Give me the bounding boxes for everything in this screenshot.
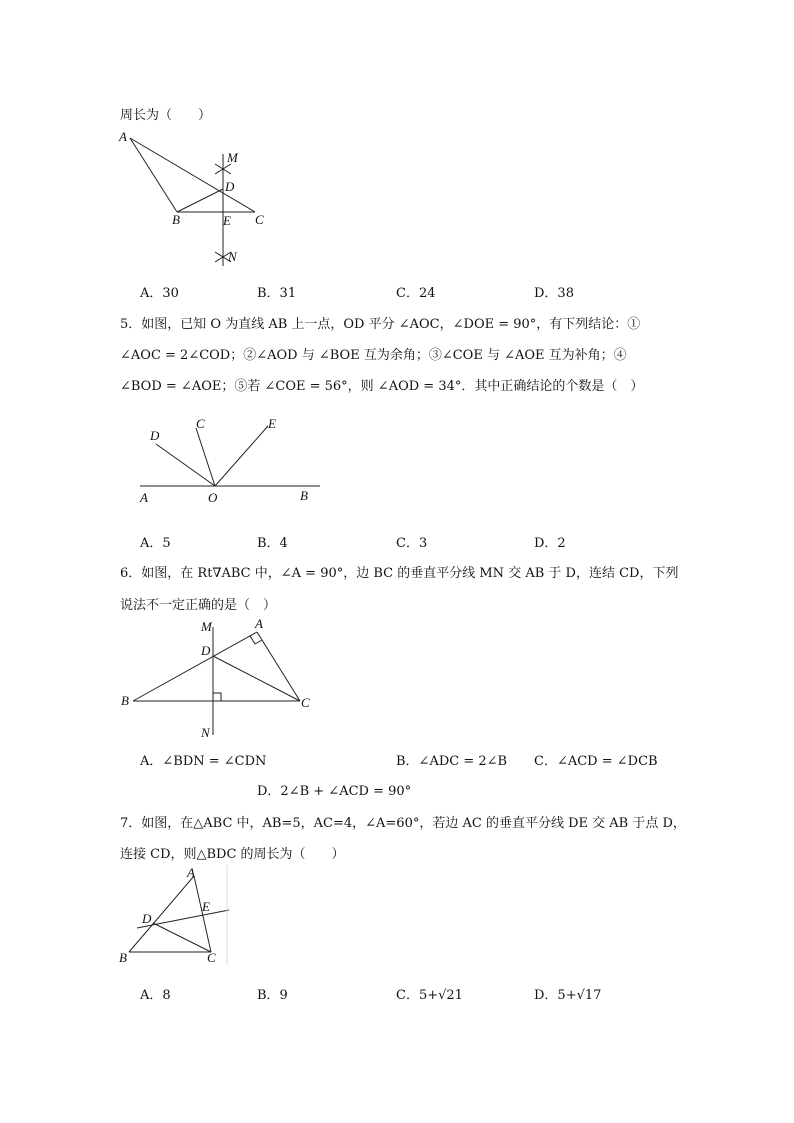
- q7-label-b: B: [119, 950, 127, 965]
- q6-line-2: 说法不一定正确的是（ ）: [120, 598, 277, 613]
- q6-label-n: N: [201, 725, 210, 740]
- q7-line-ba: [129, 876, 194, 952]
- q6-label-a: A: [255, 616, 263, 631]
- q4-label-m: M: [227, 150, 238, 165]
- q4-figure: [115, 128, 275, 270]
- q7-figure: [115, 865, 235, 970]
- q7-option-a: A．8: [140, 988, 171, 1003]
- q5-line-2: ∠AOC = 2∠COD；②∠AOD 与 ∠BOE 互为余角；③∠COE 与 ∠AOE 互为补角；④: [120, 348, 627, 363]
- q7-label-d: D: [142, 911, 152, 926]
- q7-line-dc: [153, 923, 211, 952]
- q6-line-dc: [213, 656, 300, 701]
- q4-option-d: D．38: [534, 286, 574, 301]
- q5-label-a: A: [140, 490, 148, 505]
- q5-line-3: ∠BOD = ∠AOE；⑤若 ∠COE = 56°，则 ∠AOD = 34°．其中正确结论的个数是（ ）: [120, 379, 644, 394]
- q5-label-e: E: [268, 416, 276, 431]
- q7-line-2: 连接 CD，则△BDC 的周长为（ ）: [120, 847, 345, 862]
- q5-option-c: C．3: [396, 536, 428, 551]
- q5-figure: [130, 408, 330, 508]
- q5-option-d: D．2: [534, 536, 566, 551]
- q7-label-a: A: [187, 865, 195, 880]
- q6-line-ba: [133, 632, 257, 701]
- q5-option-a: A．5: [140, 536, 171, 551]
- q5-label-b: B: [300, 488, 308, 503]
- q5-ray-od: [156, 444, 215, 486]
- q4-line-ab: [130, 138, 177, 212]
- q4-label-e: E: [223, 213, 231, 228]
- q5-ray-oc: [196, 428, 215, 486]
- q4-option-b: B．31: [257, 286, 297, 301]
- q5-label-c: C: [196, 416, 205, 431]
- q6-line-1: 6．如图，在 Rt∇ABC 中，∠A = 90°，边 BC 的垂直平分线 MN 交 AB 于 D，连结 CD，下列: [120, 566, 679, 581]
- q4-label-a: A: [119, 129, 127, 144]
- q6-option-c: C．∠ACD = ∠DCB: [534, 754, 658, 769]
- q6-label-c: C: [301, 695, 310, 710]
- q6-figure: [115, 613, 325, 743]
- q6-label-d: D: [201, 643, 211, 658]
- q5-label-d: D: [150, 428, 160, 443]
- q6-option-a: A．∠BDN = ∠CDN: [140, 754, 267, 769]
- q4-label-b: B: [172, 212, 180, 227]
- q4-label-n: N: [228, 249, 237, 264]
- q7-line-1: 7．如图，在△ABC 中，AB=5，AC=4，∠A=60°，若边 AC 的垂直平分线 DE 交 AB 于点 D，: [120, 816, 686, 831]
- q5-ray-oe: [215, 426, 268, 486]
- q7-option-d: D．5+√17: [534, 988, 602, 1003]
- q6-line-ac: [257, 632, 300, 701]
- q5-label-o: O: [208, 490, 218, 505]
- q7-label-e: E: [202, 899, 210, 914]
- q4-stem-tail: 周长为（ ）: [120, 108, 212, 123]
- q5-line-1: 5．如图，已知 O 为直线 AB 上一点，OD 平分 ∠AOC，∠DOE = 90°，有下列结论：①: [120, 317, 641, 332]
- q6-option-d: D．2∠B + ∠ACD = 90°: [257, 784, 412, 799]
- q4-line-bd: [177, 189, 223, 212]
- q4-option-c: C．24: [396, 286, 436, 301]
- q7-option-b: B．9: [257, 988, 288, 1003]
- q7-label-c: C: [207, 950, 216, 965]
- q4-option-a: A．30: [140, 286, 179, 301]
- q6-label-m: M: [201, 619, 212, 634]
- q4-label-d: D: [225, 179, 235, 194]
- q5-option-b: B．4: [257, 536, 288, 551]
- q6-label-b: B: [121, 693, 129, 708]
- q4-label-c: C: [255, 212, 264, 227]
- q7-option-c: C．5+√21: [396, 988, 463, 1003]
- q6-option-b: B．∠ADC = 2∠B: [396, 754, 508, 769]
